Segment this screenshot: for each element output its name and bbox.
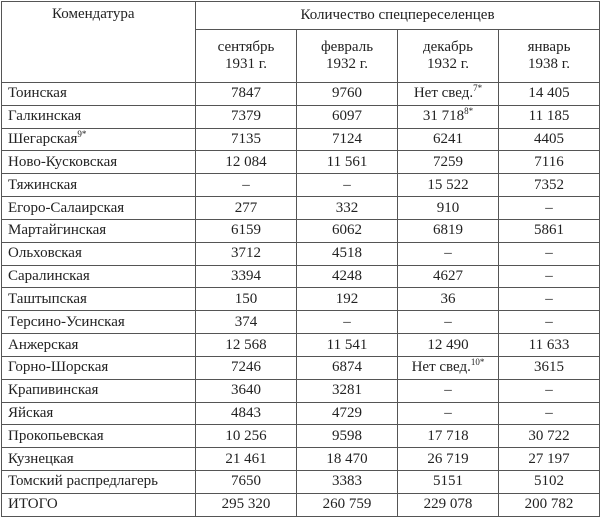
count-value: 5151 [433,473,463,490]
count-cell [398,242,499,265]
count-value: 6159 [231,222,261,239]
count-value: – [545,405,553,421]
count-value: 6874 [332,359,362,376]
count-cell [499,379,600,402]
komendatura-name-cell [2,379,196,402]
komendatura-name: Таштыпская [8,290,87,307]
count-value: 910 [436,199,460,216]
table-row [2,448,600,471]
count-cell [499,105,600,128]
komendatura-name: Кузнецкая [8,450,74,467]
table-row [2,219,600,242]
count-value: 332 [335,199,359,216]
count-header: Количество спецпереселенцев [196,2,600,30]
count-value: 31 718 [422,108,465,125]
count-cell [499,219,600,242]
count-value: – [444,313,452,330]
komendatura-name: Яйская [8,405,54,421]
count-value: – [343,176,351,193]
count-cell [499,151,600,174]
count-value: 36 [440,290,456,307]
footnote-marker: 9* [77,129,87,140]
count-value: 150 [234,290,258,307]
table-row [2,242,600,265]
count-cell [398,219,499,242]
count-value: 3640 [231,382,261,399]
count-cell [297,311,398,334]
count-value: – [545,382,553,399]
count-value: 15 522 [427,176,469,193]
count-cell [398,448,499,471]
count-cell [398,493,499,516]
count-value: – [545,290,553,307]
count-value: 26 719 [427,450,469,467]
count-cell [398,356,499,379]
count-value: 6097 [332,108,362,125]
komendatura-name-cell [2,402,196,425]
period-month: декабрь [423,39,473,55]
count-value: 6062 [332,222,362,239]
komendatura-name: Тоинская [8,85,67,102]
komendatura-name-cell [2,197,196,220]
count-value: 27 197 [528,450,570,467]
count-value: Нет свед. [411,359,471,376]
period-month: февраль [320,39,374,55]
table-row [2,356,600,379]
count-cell [499,83,600,106]
count-cell [499,265,600,288]
footnote-marker: 8* [464,106,474,117]
count-cell [297,128,398,151]
count-cell [196,471,297,494]
komendatura-name: Ольховская [8,245,82,262]
count-cell [499,402,600,425]
count-cell [196,197,297,220]
komendatura-name-cell [2,288,196,311]
komendatura-name: Мартайгинская [8,222,107,239]
count-value: 5102 [534,473,564,490]
period-header [499,30,600,83]
count-value: – [343,313,351,330]
komendatura-name: Горно-Шорская [8,359,109,376]
period-year: 1932 г. [427,56,469,72]
komendatura-name: Шегарская [8,131,78,148]
count-value: 12 084 [225,153,267,170]
count-value: 11 633 [528,336,570,353]
count-cell [398,151,499,174]
period-year: 1938 г. [528,56,570,72]
count-cell [297,448,398,471]
count-cell [398,288,499,311]
resettlers-table [1,1,600,517]
count-cell [196,334,297,357]
komendatura-name-cell [2,242,196,265]
count-cell [297,334,398,357]
count-cell [196,83,297,106]
komendatura-name: Терсино-Усинская [8,313,125,330]
count-value: 7246 [231,359,261,376]
table-row [2,174,600,197]
komendatura-name-cell [2,128,196,151]
count-value: 17 718 [427,427,469,444]
count-value: 12 568 [225,336,267,353]
komendatura-name-cell [2,105,196,128]
count-cell [297,197,398,220]
count-value: 7124 [332,131,362,148]
count-value: 10 256 [225,427,267,444]
count-value: 374 [234,313,258,330]
count-value: 18 470 [326,450,368,467]
footnote-marker: 7* [473,83,483,94]
count-cell [398,471,499,494]
count-cell [297,356,398,379]
count-cell [196,174,297,197]
count-value: 4843 [231,405,261,421]
count-value: 3712 [231,245,261,262]
count-value: 200 782 [524,496,574,513]
komendatura-name: Егоро-Салаирская [8,199,125,216]
count-value: – [545,199,553,216]
table-row [2,402,600,425]
count-cell [398,402,499,425]
count-value: 5861 [534,222,564,239]
count-value: 11 185 [528,108,570,125]
count-cell [499,471,600,494]
count-cell [196,219,297,242]
komendatura-name: Ново-Кусковская [8,153,118,170]
count-cell [398,334,499,357]
count-cell [297,379,398,402]
count-cell [297,174,398,197]
count-cell [398,311,499,334]
table-row [2,379,600,402]
count-cell [499,242,600,265]
komendatura-name: Тяжинская [8,176,78,193]
table-header [2,2,600,83]
count-value: 4729 [332,405,362,421]
komendatura-name-cell [2,83,196,106]
komendatura-name: Прокопьевская [8,427,104,444]
count-cell [499,197,600,220]
count-cell [196,128,297,151]
count-cell [398,425,499,448]
komendatura-name: Саралинская [8,268,90,285]
count-value: 14 405 [528,85,570,102]
count-cell [297,471,398,494]
count-value: 4248 [332,268,362,285]
table-row [2,288,600,311]
count-value: 11 561 [326,153,368,170]
count-cell [398,265,499,288]
count-cell [196,356,297,379]
komendatura-name-cell [2,425,196,448]
count-value: 6241 [433,131,463,148]
count-value: – [444,382,452,399]
komendatura-header: Комендатура [2,2,196,83]
count-value: Нет свед. [413,85,474,102]
table-row [2,311,600,334]
count-cell [196,105,297,128]
count-value: 7259 [433,153,463,170]
table-row [2,128,600,151]
period-year: 1931 г. [225,56,267,72]
count-cell [297,265,398,288]
count-cell [196,379,297,402]
komendatura-name: Томский распредлагерь [8,473,159,490]
count-cell [297,151,398,174]
count-value: 30 722 [528,427,570,444]
count-value: – [242,176,250,193]
period-header [297,30,398,83]
count-cell [499,311,600,334]
komendatura-name-cell [2,151,196,174]
table-row [2,471,600,494]
count-cell [499,425,600,448]
period-month: сентябрь [217,39,275,55]
count-cell [398,105,499,128]
count-value: – [444,405,452,421]
count-cell [499,128,600,151]
period-header [196,30,297,83]
count-cell [499,448,600,471]
footnote-marker: 10* [470,357,485,368]
table-row [2,334,600,357]
count-cell [297,105,398,128]
count-value: 7352 [534,176,564,193]
count-cell [499,174,600,197]
period-header [398,30,499,83]
count-cell [297,83,398,106]
komendatura-name-cell [2,493,196,516]
komendatura-name-cell [2,448,196,471]
count-cell [398,83,499,106]
count-value: 7116 [534,153,564,170]
komendatura-name: Анжерская [8,336,79,353]
count-cell [398,379,499,402]
count-cell [196,311,297,334]
count-value: 9598 [332,427,362,444]
count-cell [499,356,600,379]
count-cell [196,402,297,425]
count-value: 229 078 [423,496,473,513]
count-value: – [545,313,553,330]
count-cell [196,288,297,311]
count-cell [196,265,297,288]
count-cell [196,448,297,471]
table-row [2,265,600,288]
count-value: 21 461 [225,450,267,467]
komendatura-name-cell [2,471,196,494]
period-month: январь [527,39,571,55]
count-cell [196,493,297,516]
count-cell [297,493,398,516]
komendatura-name-cell [2,311,196,334]
count-value: 7135 [231,131,261,148]
table-body [2,83,600,517]
count-value: 4518 [332,245,362,262]
count-cell [398,174,499,197]
count-value: 6819 [433,222,463,239]
count-value: 7650 [231,473,261,490]
table-row [2,151,600,174]
count-value: 12 490 [427,336,469,353]
table-row [2,197,600,220]
count-value: 260 759 [322,496,372,513]
table-row [2,493,600,516]
count-value: 3281 [332,382,362,399]
komendatura-name-cell [2,265,196,288]
count-value: 11 541 [326,336,368,353]
count-value: 3394 [231,268,261,285]
count-cell [297,242,398,265]
komendatura-name-cell [2,334,196,357]
count-value: 3383 [332,473,362,490]
count-value: – [545,245,553,262]
count-value: 3615 [534,359,564,376]
count-value: 277 [234,199,258,216]
count-value: 9760 [332,85,362,102]
komendatura-name: ИТОГО [8,496,58,513]
count-cell [398,197,499,220]
count-cell [398,128,499,151]
count-cell [499,493,600,516]
table-row [2,83,600,106]
count-cell [297,219,398,242]
table-row [2,105,600,128]
count-cell [297,425,398,448]
count-value: – [545,268,553,285]
count-cell [297,402,398,425]
count-value: 7847 [231,85,261,102]
count-value: 4627 [433,268,463,285]
komendatura-name-cell [2,174,196,197]
period-year: 1932 г. [326,56,368,72]
count-cell [196,151,297,174]
header-row-top [2,2,600,30]
komendatura-name: Крапивинская [8,382,99,399]
count-cell [297,288,398,311]
count-cell [196,425,297,448]
komendatura-name: Галкинская [8,108,82,125]
count-cell [196,242,297,265]
count-cell [499,288,600,311]
count-value: 7379 [231,108,261,125]
count-value: 192 [335,290,359,307]
count-value: 4405 [534,131,564,148]
count-value: – [444,245,452,262]
komendatura-name-cell [2,356,196,379]
komendatura-name-cell [2,219,196,242]
count-cell [499,334,600,357]
count-value: 295 320 [221,496,271,513]
table-row [2,425,600,448]
